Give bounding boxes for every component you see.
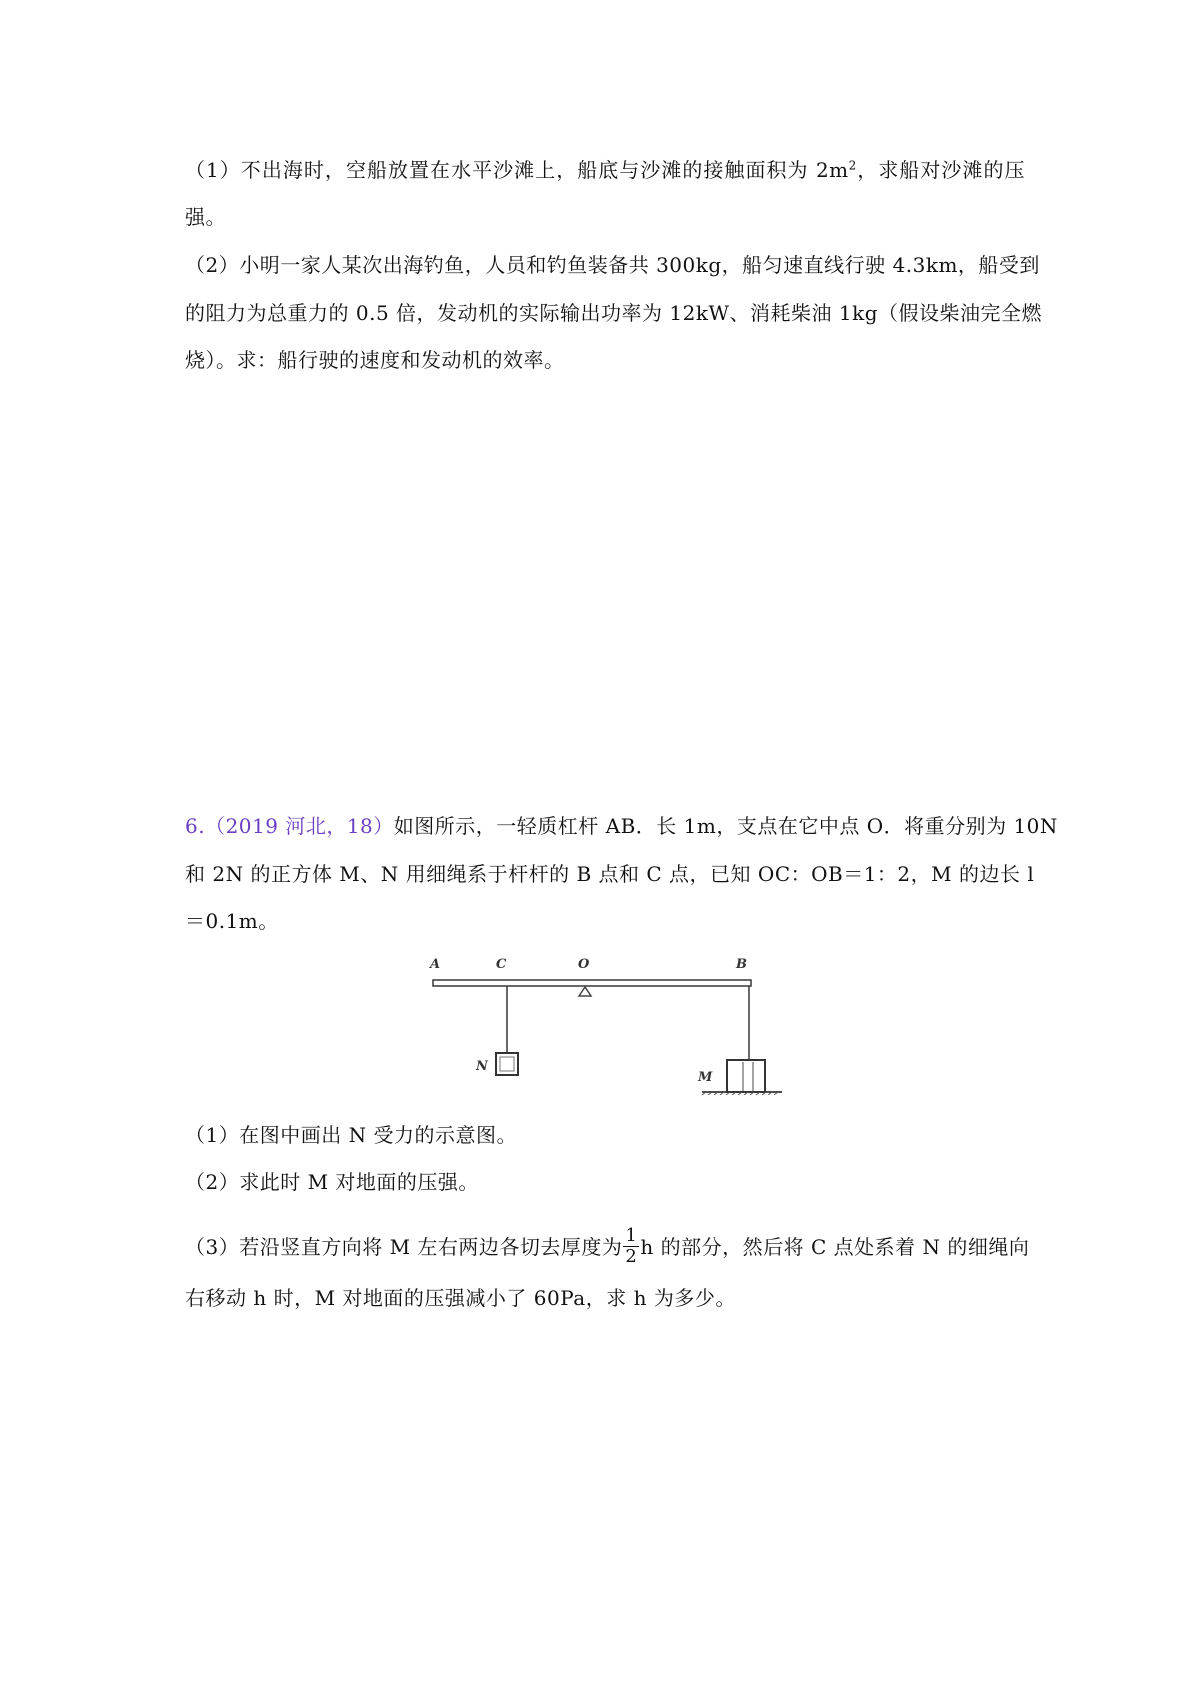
label-m: M (698, 1070, 713, 1085)
lever-diagram (420, 950, 800, 1095)
q6-stem-text: 如图所示，一轻质杠杆 AB．长 1m，支点在它中点 O．将重分别为 10N (393, 814, 1058, 838)
q6-sub3-line2: 右移动 h 时，M 对地面的压强减小了 60Pa，求 h 为多少。 (185, 1286, 736, 1310)
q5-part2-line1: （2）小明一家人某次出海钓鱼，人员和钓鱼装备共 300kg，船匀速直线行驶 4.3km，船受到 (185, 253, 1040, 277)
cube-n (496, 1053, 518, 1075)
q5-part1-text-end: ，求船对沙滩的压 (856, 158, 1026, 182)
label-n: N (476, 1059, 488, 1074)
q6-sub3-line1 (185, 1225, 1030, 1269)
q6-line2: 和 2N 的正方体 M、N 用细绳系于杆杆的 B 点和 C 点，已知 OC：OB＝1：2，M 的边长 l (185, 862, 1035, 886)
q6-sub3-text: （3）若沿竖直方向将 M 左右两边各切去厚度为 (185, 1235, 623, 1259)
q6-source: 6.（2019 河北，18） (185, 814, 394, 838)
q6-line1 (185, 812, 1058, 840)
fraction-denominator: 2 (625, 1246, 638, 1267)
q6-line3: ＝0.1m。 (185, 909, 279, 933)
lever-bar (433, 980, 751, 986)
label-c: C (496, 957, 507, 972)
label-a: A (430, 957, 441, 972)
q6-sub1: （1）在图中画出 N 受力的示意图。 (185, 1123, 517, 1147)
q5-part2-line3: 烧）。求：船行驶的速度和发动机的效率。 (185, 348, 565, 372)
area-exponent: 2 (848, 158, 857, 173)
q5-part1-line1 (185, 156, 1025, 184)
q5-part1-text: （1）不出海时，空船放置在水平沙滩上，船底与沙滩的接触面积为 2m (185, 158, 849, 182)
q5-part1-line2: 强。 (185, 205, 226, 229)
q5-part2-line2: 的阻力为总重力的 0.5 倍，发动机的实际输出功率为 12kW、消耗柴油 1kg（假设柴油完全燃 (185, 301, 1043, 325)
q6-sub3-text-end: h 的部分，然后将 C 点处系着 N 的细绳向 (640, 1235, 1030, 1259)
label-b: B (736, 957, 747, 972)
q6-sub2: （2）求此时 M 对地面的压强。 (185, 1170, 479, 1194)
fraction-half (623, 1226, 639, 1267)
fulcrum-o (579, 987, 591, 996)
label-o: O (578, 957, 590, 972)
fraction-numerator: 1 (625, 1225, 638, 1246)
cube-m (727, 1060, 765, 1092)
